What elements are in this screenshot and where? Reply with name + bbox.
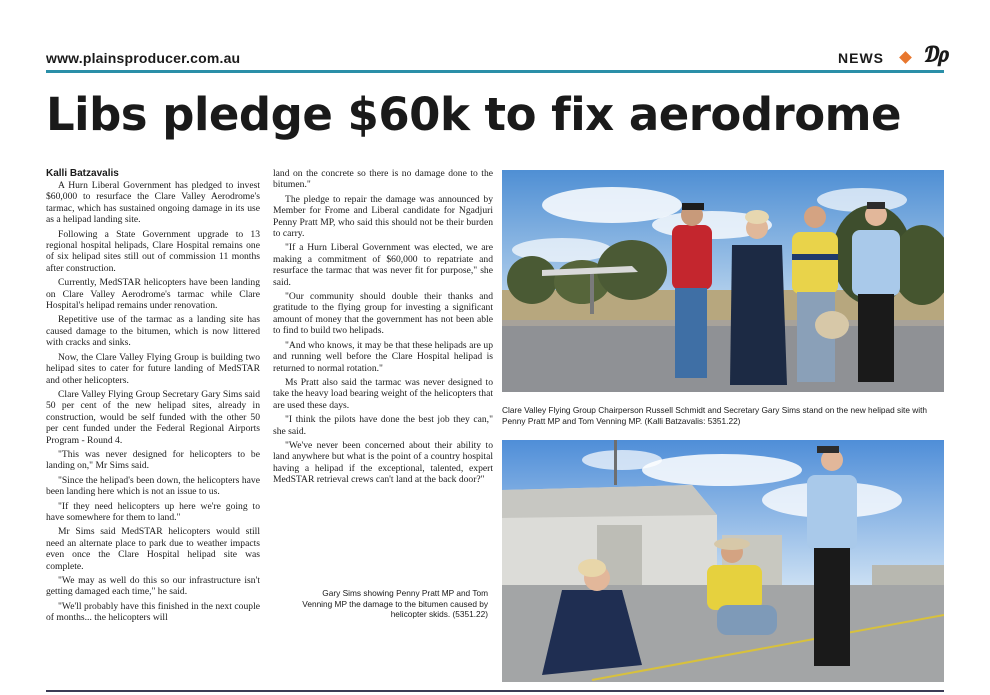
- paragraph: "If a Hurn Liberal Government was elected, we are making a commitment of $60,000 to repatriate and resurface the tarmac that was never fit for purpose," she said.: [273, 242, 493, 288]
- paragraph: Repetitive use of the tarmac as a landing site has caused damage to the bitumen, which is now littered with cracks and sinks.: [46, 314, 260, 349]
- paragraph: "We may as well do this so our infrastructure isn't getting damaged each time," he said.: [46, 575, 260, 598]
- paragraph: "I think the pilots have done the best job they can," she said.: [273, 414, 493, 437]
- publication-logo: ₯: [924, 42, 950, 68]
- headline: Libs pledge $60k to fix aerodrome: [46, 88, 902, 141]
- damage-photo-illustration: [502, 440, 944, 682]
- site-url: www.plainsproducer.com.au: [46, 50, 241, 66]
- section-label: NEWS: [838, 50, 884, 66]
- paragraph: "This was never designed for helicopters to be landing on," Mr Sims said.: [46, 448, 260, 472]
- photo-caption-bottom: Gary Sims showing Penny Pratt MP and Tom Venning MP the damage to the bitumen caused by helicopter skids. (5351.22): [302, 588, 488, 619]
- paragraph: Clare Valley Flying Group Secretary Gary Sims said 50 per cent of the new helipad sites, already in construction, would be self funded with the other 50 per cent funded under the Federal Regional Airports Program - Round 4.: [46, 388, 260, 446]
- paragraph: Currently, MedSTAR helicopters have been landing on Clare Valley Aerodrome's tarmac while Clare Hospital's helipad remains under renovation.: [46, 277, 260, 312]
- paragraph: The pledge to repair the damage was announced by Member for Frome and Liberal candidate for Ngadjuri Penny Pratt MP, who said this should not be their burden to carry.: [273, 193, 493, 240]
- paragraph: Mr Sims said MedSTAR helicopters would still need an alternate place to park due to weather impacts even once the Clare Hospital helipad site was complete.: [46, 526, 260, 572]
- paragraph: "And who knows, it may be that these helipads are up and running well before the Clare Hospital helipad is returned to normal rotation.": [273, 339, 493, 374]
- header-rule: [46, 70, 944, 73]
- paragraph: A Hurn Liberal Government has pledged to invest $60,000 to resurface the Clare Valley Aerodrome's tarmac, which has sustained ongoing damage in its use as a helipad landing site.: [46, 180, 260, 226]
- article-column-2: [273, 168, 493, 489]
- photo-caption-top: Clare Valley Flying Group Chairperson Russell Schmidt and Secretary Gary Sims stand on the new helipad site with Penny Pratt MP and Tom Venning MP. (Kalli Batzavalis: 5351.22): [502, 405, 928, 426]
- group-photo-illustration: [502, 170, 944, 392]
- bottom-rule: [46, 690, 944, 692]
- paragraph-continuation: land on the concrete so there is no damage done to the bitumen.": [273, 168, 493, 191]
- byline: Kalli Batzavalis: [46, 168, 119, 179]
- paragraph: "If they need helicopters up here we're going to have somewhere for them to land.": [46, 500, 260, 523]
- group-photo: [502, 170, 944, 392]
- damage-photo: [502, 440, 944, 682]
- paragraph: Ms Pratt also said the tarmac was never designed to take the heavy load bearing weight of the helicopters that are used these days.: [273, 376, 493, 411]
- paragraph: "We've never been concerned about their ability to land anywhere but what is the point of a country hospital having a helipad if the exceptional, talented, expert MedSTAR retrieval crews can't land at the back door?": [273, 439, 493, 486]
- article-column-1: [46, 180, 260, 627]
- paragraph: "Since the helipad's been down, the helicopters have been landing here which is not an issue to us.: [46, 474, 260, 498]
- paragraph: "Our community should double their thanks and gratitude to the flying group for investing a significant amount of money that the government has not been able to find to build two helipads.: [273, 291, 493, 337]
- paragraph: "We'll probably have this finished in the next couple of months... the helicopters will: [46, 600, 260, 624]
- paragraph: Following a State Government upgrade to 13 regional hospital helipads, Clare Hospital remains one of six helipad sites still out of commission 11 months after construction.: [46, 228, 260, 274]
- diamond-bullet-icon: [899, 51, 912, 64]
- paragraph: Now, the Clare Valley Flying Group is building two helipad sites to cater for future landing of MedSTAR and other helicopters.: [46, 351, 260, 386]
